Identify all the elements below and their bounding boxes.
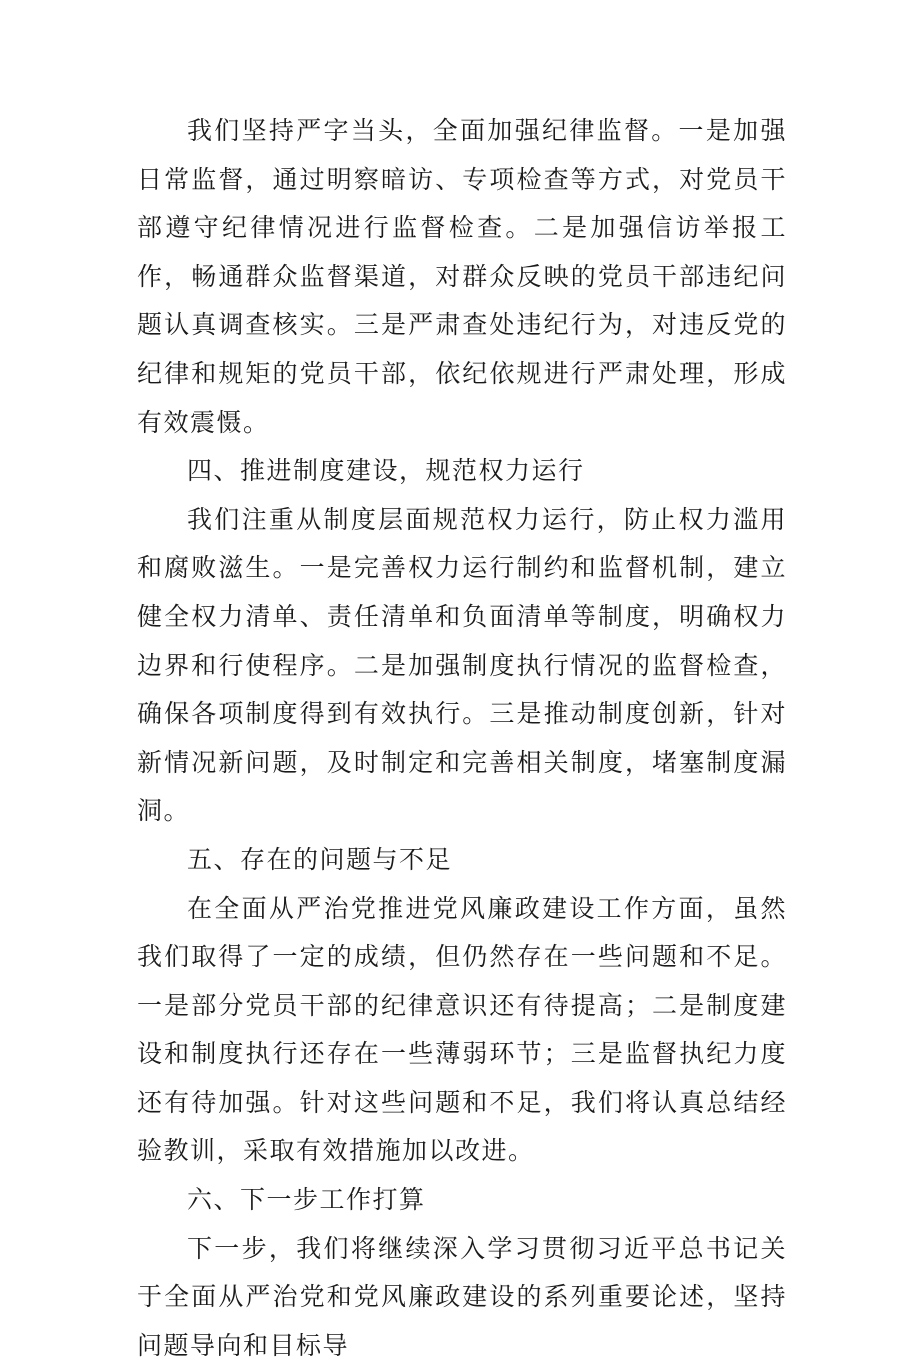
section-heading-6: 六、下一步工作打算	[187, 1185, 426, 1215]
document-body	[137, 107, 787, 1370]
paragraph-next-steps: 下一步，我们将继续深入学习贯彻习近平总书记关于全面从严治党和党风廉政建设的系列重要论述，坚持问题导向和目标导	[137, 1233, 787, 1360]
paragraph-problems: 在全面从严治党推进党风廉政建设工作方面，虽然我们取得了一定的成绩，但仍然存在一些问题和不足。一是部分党员干部的纪律意识还有待提高；二是制度建设和制度执行还存在一些薄弱环节；三是监督执纪力度还有待加强。针对这些问题和不足，我们将认真总结经验教训，采取有效措施加以改进。	[137, 893, 787, 1166]
section-heading-5: 五、存在的问题与不足	[187, 844, 453, 874]
paragraph-discipline-supervision: 我们坚持严字当头，全面加强纪律监督。一是加强日常监督，通过明察暗访、专项检查等方式，对党员干部遵守纪律情况进行监督检查。二是加强信访举报工作，畅通群众监督渠道，对群众反映的党员干部违纪问题认真调查核实。三是严肃查处违纪行为，对违反党的纪律和规矩的党员干部，依纪依规进行严肃处理，形成有效震慑。	[137, 116, 787, 437]
section-heading-4: 四、推进制度建设，规范权力运行	[187, 456, 585, 486]
paragraph-institution-building: 我们注重从制度层面规范权力运行，防止权力滥用和腐败滋生。一是完善权力运行制约和监督机制，建立健全权力清单、责任清单和负面清单等制度，明确权力边界和行使程序。二是加强制度执行情况的监督检查，确保各项制度得到有效执行。三是推动制度创新，针对新情况新问题，及时制定和完善相关制度，堵塞制度漏洞。	[137, 504, 787, 826]
